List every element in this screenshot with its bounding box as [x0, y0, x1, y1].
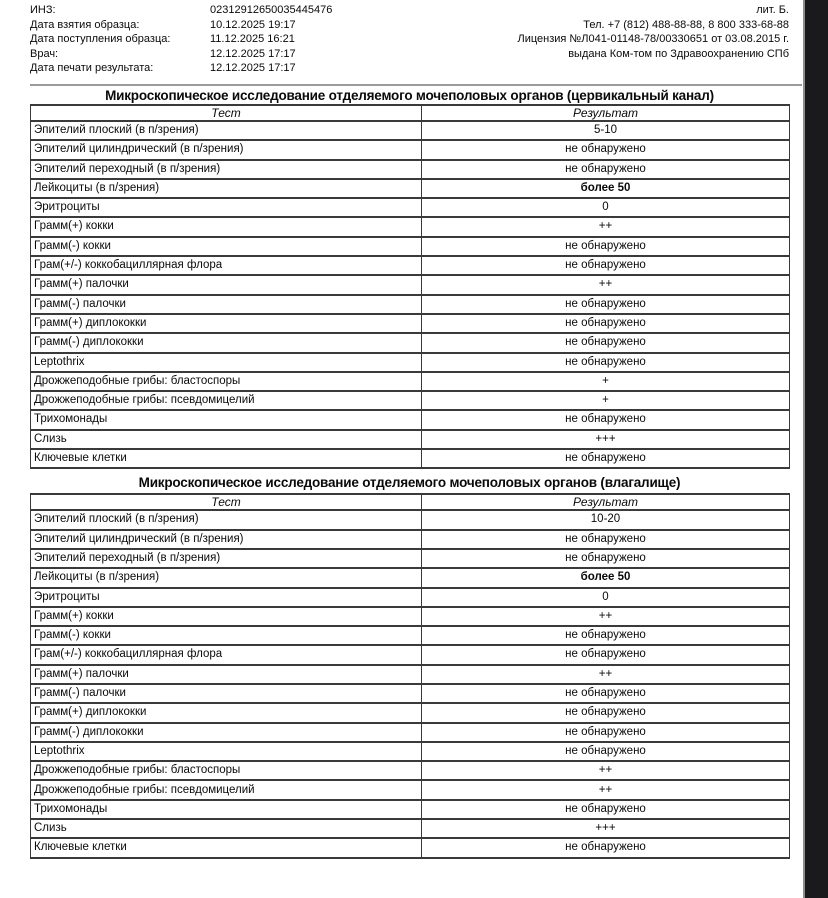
test-name-cell: Грамм(+) палочки — [31, 275, 422, 294]
result-cell: не обнаружено — [422, 449, 790, 468]
header-field-row — [30, 3, 332, 18]
section-title-cervical: Микроскопическое исследование отделяемого мочеполовых органов (цервикальный канал) — [105, 87, 714, 103]
test-name-cell: Эпителий переходный (в п/зрения) — [31, 160, 422, 179]
result-cell: не обнаружено — [422, 160, 790, 179]
clinic-info-line: Лицензия №Л041-01148-78/00330651 от 03.08.2015 г. — [517, 33, 789, 46]
result-cell: не обнаружено — [422, 140, 790, 159]
results-table-cervical — [30, 104, 790, 469]
result-cell: + — [422, 391, 790, 410]
result-cell: 5-10 — [422, 121, 790, 140]
table-row — [31, 256, 790, 275]
result-cell: не обнаружено — [422, 295, 790, 314]
table-row — [31, 510, 790, 529]
table-row — [31, 838, 790, 857]
result-cell: не обнаружено — [422, 237, 790, 256]
result-cell: не обнаружено — [422, 645, 790, 664]
test-name-cell: Leptothrix — [31, 742, 422, 761]
table-row — [31, 121, 790, 140]
result-cell: 10-20 — [422, 510, 790, 529]
table-row — [31, 761, 790, 780]
report-header — [30, 3, 789, 76]
test-name-cell: Эпителий цилиндрический (в п/зрения) — [31, 530, 422, 549]
result-cell: ++ — [422, 275, 790, 294]
table-row — [31, 607, 790, 626]
test-name-cell: Грамм(-) кокки — [31, 237, 422, 256]
test-name-cell: Грам(+/-) коккобациллярная флора — [31, 645, 422, 664]
test-name-cell: Грамм(+) кокки — [31, 217, 422, 236]
result-cell: не обнаружено — [422, 333, 790, 352]
field-label: Дата взятия образца: — [30, 18, 140, 31]
test-name-cell: Грамм(+) диплококки — [31, 314, 422, 333]
result-cell: не обнаружено — [422, 626, 790, 645]
table-row — [31, 179, 790, 198]
test-name-cell: Дрожжеподобные грибы: бластоспоры — [31, 761, 422, 780]
table-row — [31, 742, 790, 761]
result-cell: не обнаружено — [422, 410, 790, 429]
result-cell: ++ — [422, 780, 790, 799]
table-row — [31, 800, 790, 819]
test-name-cell: Эпителий цилиндрический (в п/зрения) — [31, 140, 422, 159]
table-row — [31, 237, 790, 256]
result-cell: +++ — [422, 430, 790, 449]
test-name-cell: Дрожжеподобные грибы: бластоспоры — [31, 372, 422, 391]
table-row — [31, 819, 790, 838]
header-field-row — [30, 32, 332, 47]
test-name-cell: Грамм(+) диплококки — [31, 703, 422, 722]
result-cell: не обнаружено — [422, 314, 790, 333]
test-name-cell: Грамм(-) палочки — [31, 295, 422, 314]
column-header-test: Тест — [31, 105, 422, 121]
test-name-cell: Ключевые клетки — [31, 449, 422, 468]
table-row — [31, 295, 790, 314]
test-name-cell: Грамм(-) диплококки — [31, 333, 422, 352]
result-cell: не обнаружено — [422, 800, 790, 819]
result-cell: 0 — [422, 588, 790, 607]
result-cell: более 50 — [422, 179, 790, 198]
result-cell: +++ — [422, 819, 790, 838]
header-fields — [30, 3, 332, 76]
table-row — [31, 723, 790, 742]
clinic-info-line: выдана Ком-том по Здравоохранению СПб — [568, 47, 789, 60]
result-cell: не обнаружено — [422, 838, 790, 857]
table-row — [31, 665, 790, 684]
result-cell: 0 — [422, 198, 790, 217]
section-cervical-canal — [30, 87, 789, 469]
test-name-cell: Эпителий плоский (в п/зрения) — [31, 121, 422, 140]
table-row — [31, 410, 790, 429]
field-value: 12.12.2025 17:17 — [210, 47, 296, 60]
result-cell: не обнаружено — [422, 256, 790, 275]
field-value: 11.12.2025 16:21 — [210, 33, 295, 46]
table-row — [31, 684, 790, 703]
test-name-cell: Грамм(+) кокки — [31, 607, 422, 626]
table-row — [31, 217, 790, 236]
clinic-info — [518, 3, 790, 76]
table-row — [31, 449, 790, 468]
field-label: Дата печати результата: — [30, 62, 154, 75]
result-cell: ++ — [422, 665, 790, 684]
header-field-row — [30, 61, 332, 76]
result-cell: не обнаружено — [422, 703, 790, 722]
result-cell: не обнаружено — [422, 530, 790, 549]
test-name-cell: Грам(+/-) коккобациллярная флора — [31, 256, 422, 275]
table-row — [31, 780, 790, 799]
result-cell: ++ — [422, 761, 790, 780]
test-name-cell: Грамм(-) диплококки — [31, 723, 422, 742]
table-row — [31, 626, 790, 645]
table-row — [31, 549, 790, 568]
result-cell: не обнаружено — [422, 549, 790, 568]
test-name-cell: Дрожжеподобные грибы: псевдомицелий — [31, 391, 422, 410]
test-name-cell: Слизь — [31, 819, 422, 838]
table-row — [31, 703, 790, 722]
field-value: 12.12.2025 17:17 — [210, 62, 296, 75]
result-cell: не обнаружено — [422, 353, 790, 372]
table-row — [31, 353, 790, 372]
result-cell: более 50 — [422, 568, 790, 587]
table-row — [31, 530, 790, 549]
test-name-cell: Эпителий переходный (в п/зрения) — [31, 549, 422, 568]
table-header-row — [31, 105, 790, 121]
field-label: ИНЗ: — [30, 4, 56, 16]
section-vaginal — [30, 470, 789, 858]
test-name-cell: Лейкоциты (в п/зрения) — [31, 568, 422, 587]
test-name-cell: Эритроциты — [31, 198, 422, 217]
test-name-cell: Грамм(+) палочки — [31, 665, 422, 684]
scanner-black-bar — [803, 0, 828, 898]
header-field-row — [30, 47, 332, 62]
table-row — [31, 160, 790, 179]
result-cell: + — [422, 372, 790, 391]
table-header-row — [31, 494, 790, 510]
field-value: 10.12.2025 19:17 — [210, 18, 296, 31]
table-row — [31, 333, 790, 352]
table-row — [31, 588, 790, 607]
header-field-row — [30, 18, 332, 33]
table-row — [31, 140, 790, 159]
test-name-cell: Эпителий плоский (в п/зрения) — [31, 510, 422, 529]
table-row — [31, 391, 790, 410]
results-table-vaginal — [30, 493, 790, 858]
result-cell: не обнаружено — [422, 684, 790, 703]
column-header-result: Результат — [422, 105, 790, 121]
result-cell: не обнаружено — [422, 723, 790, 742]
test-name-cell: Эритроциты — [31, 588, 422, 607]
test-name-cell: Лейкоциты (в п/зрения) — [31, 179, 422, 198]
header-divider — [30, 84, 802, 86]
column-header-test: Тест — [31, 494, 422, 510]
test-name-cell: Грамм(-) кокки — [31, 626, 422, 645]
field-label: Врач: — [30, 47, 59, 60]
column-header-result: Результат — [422, 494, 790, 510]
table-row — [31, 275, 790, 294]
result-cell: ++ — [422, 217, 790, 236]
table-row — [31, 198, 790, 217]
field-label: Дата поступления образца: — [30, 33, 171, 46]
report-content — [30, 3, 789, 859]
test-name-cell: Трихомонады — [31, 410, 422, 429]
result-cell: не обнаружено — [422, 742, 790, 761]
section-title-vaginal: Микроскопическое исследование отделяемого мочеполовых органов (влагалище) — [138, 475, 681, 491]
table-row — [31, 314, 790, 333]
test-name-cell: Ключевые клетки — [31, 838, 422, 857]
table-row — [31, 430, 790, 449]
test-name-cell: Трихомонады — [31, 800, 422, 819]
test-name-cell: Дрожжеподобные грибы: псевдомицелий — [31, 780, 422, 799]
clinic-info-line: Тел. +7 (812) 488-88-88, 8 800 333-68-88 — [583, 18, 789, 31]
test-name-cell: Грамм(-) палочки — [31, 684, 422, 703]
field-value: 02312912650035445476 — [210, 4, 333, 16]
test-name-cell: Слизь — [31, 430, 422, 449]
test-name-cell: Leptothrix — [31, 353, 422, 372]
table-row — [31, 645, 790, 664]
clinic-info-line: лит. Б. — [756, 4, 789, 16]
table-row — [31, 372, 790, 391]
table-row — [31, 568, 790, 587]
result-cell: ++ — [422, 607, 790, 626]
